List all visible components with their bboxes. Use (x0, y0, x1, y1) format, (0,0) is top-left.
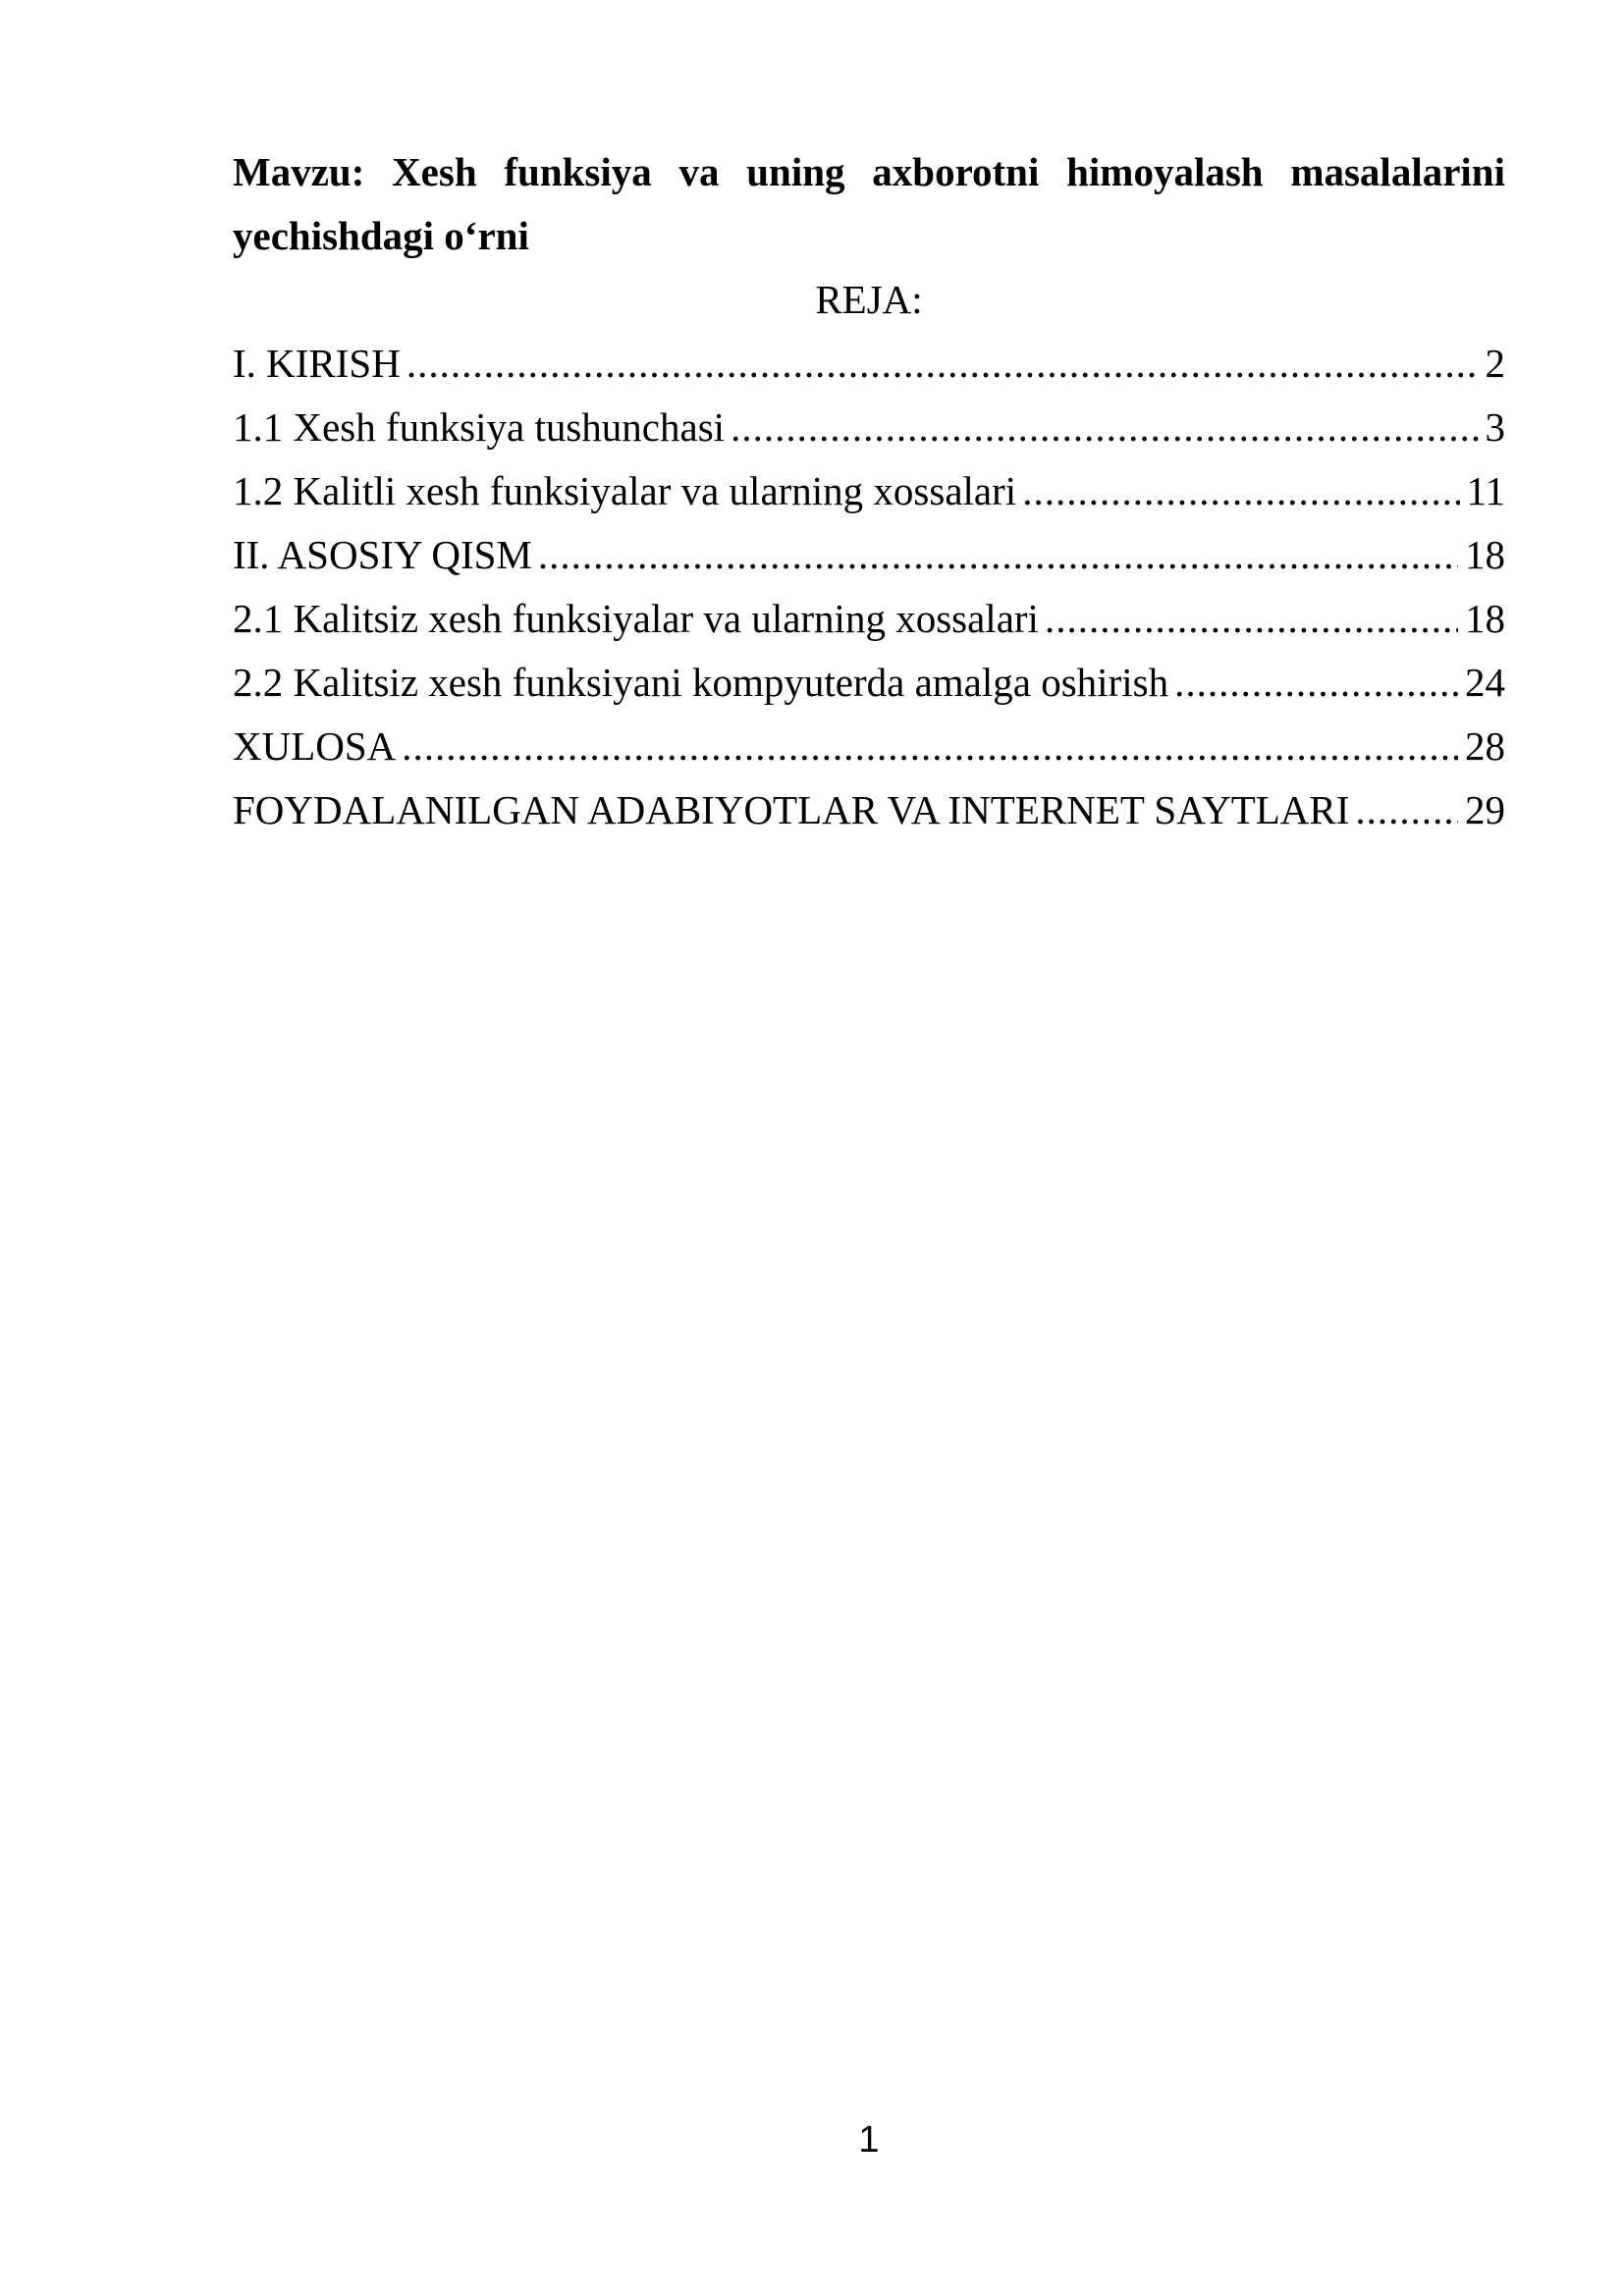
title-word: axborotni (872, 149, 1040, 194)
toc-entry[interactable] (233, 332, 1505, 396)
toc-entry-label: XULOSA (233, 723, 397, 769)
toc-entry[interactable] (233, 523, 1505, 587)
toc-dot-leader (406, 332, 1479, 396)
toc-dot-leader (1045, 587, 1458, 651)
title-word: va (678, 149, 720, 194)
toc-entry-label: 2.2 Kalitsiz xesh funksiyani kompyuterda amalga oshirish (233, 660, 1169, 705)
toc-entry[interactable] (233, 587, 1505, 651)
toc-entry-label: 1.1 Xesh funksiya tushunchasi (233, 404, 726, 450)
document-body (233, 140, 1505, 842)
title-word: Xesh (392, 149, 477, 194)
title-word: funksiya (504, 149, 652, 194)
toc-entry[interactable] (233, 715, 1505, 778)
toc-entry-page: 28 (1465, 723, 1505, 769)
toc-entry[interactable] (233, 651, 1505, 715)
toc-entry-page: 11 (1466, 468, 1505, 513)
title-word: himoyalash (1066, 149, 1264, 194)
title-word: uning (746, 149, 845, 194)
toc-entry-label: 1.2 Kalitli xesh funksiyalar va ularning xossalari (233, 468, 1017, 513)
toc-entry-page: 29 (1465, 787, 1505, 832)
toc-entry-page: 24 (1465, 660, 1505, 705)
toc-dot-leader (1355, 778, 1458, 842)
document-title-line1 (233, 140, 1505, 204)
toc-entry-page: 2 (1485, 341, 1505, 386)
table-of-contents (233, 332, 1505, 842)
toc-entry[interactable] (233, 396, 1505, 459)
title-word: Mavzu: (233, 149, 365, 194)
toc-entry-label: 2.1 Kalitsiz xesh funksiyalar va ularning xossalari (233, 596, 1039, 641)
toc-entry-label: I. KIRISH (233, 341, 401, 386)
document-title-line2: yechishdagi o‘rni (233, 213, 529, 258)
toc-entry[interactable] (233, 778, 1505, 842)
toc-dot-leader (1022, 459, 1459, 523)
title-word: masalalarini (1290, 149, 1505, 194)
toc-entry-page: 3 (1485, 404, 1505, 450)
toc-entry-page: 18 (1465, 596, 1505, 641)
toc-heading: REJA: (815, 277, 923, 322)
toc-entry[interactable] (233, 459, 1505, 523)
toc-dot-leader (731, 396, 1478, 459)
toc-dot-leader (1174, 651, 1458, 715)
page-number: 1 (858, 2119, 880, 2161)
toc-dot-leader (402, 715, 1458, 778)
toc-dot-leader (538, 523, 1458, 587)
toc-entry-label: II. ASOSIY QISM (233, 532, 532, 577)
toc-entry-page: 18 (1465, 532, 1505, 577)
toc-entry-label: FOYDALANILGAN ADABIYOTLAR VA INTERNET SAYTLARI (233, 787, 1350, 832)
document-title (233, 140, 1505, 268)
